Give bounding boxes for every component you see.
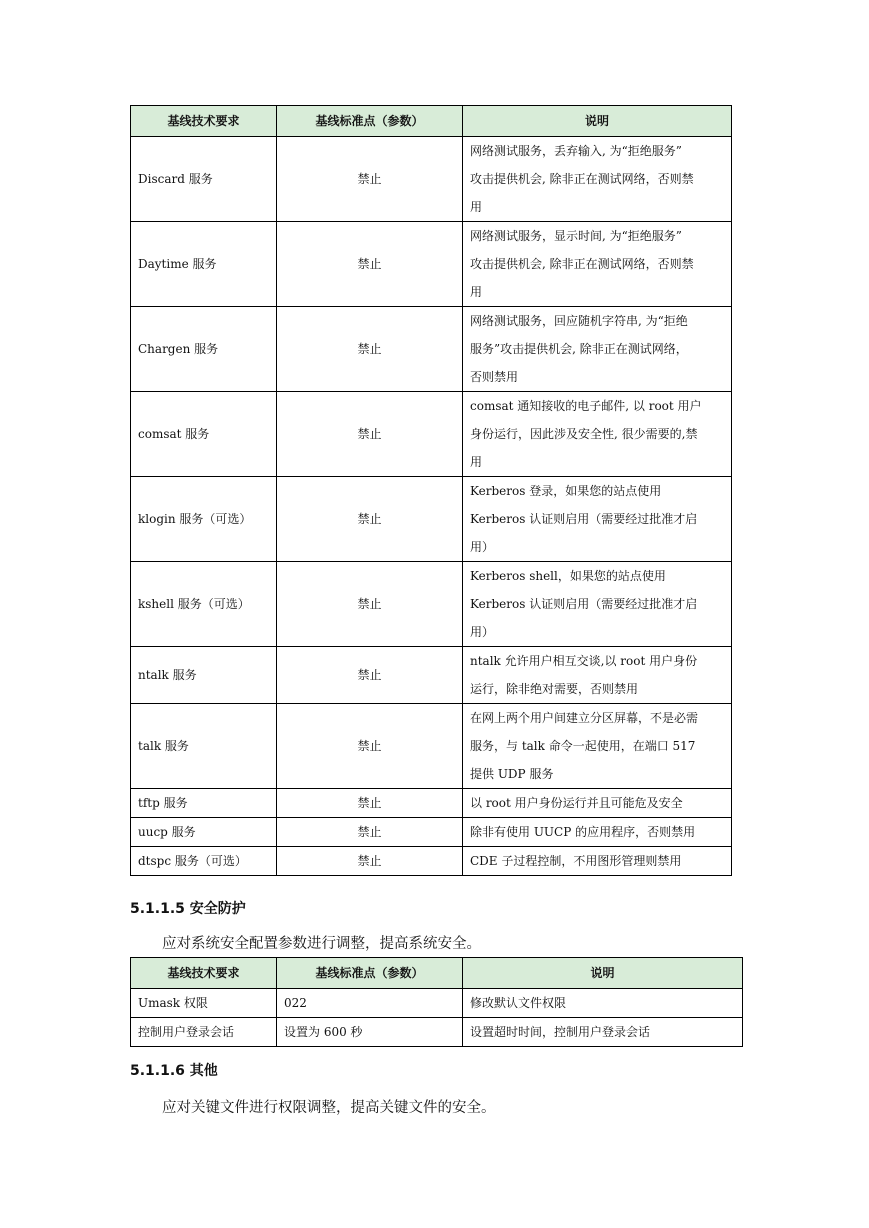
cell-requirement: Daytime 服务 xyxy=(131,222,277,307)
table-row xyxy=(131,847,732,876)
table-row xyxy=(131,562,732,647)
cell-requirement: Discard 服务 xyxy=(131,137,277,222)
description-line: Kerberos 登录，如果您的站点使用 xyxy=(470,484,662,498)
table-row xyxy=(131,477,732,562)
description-line: 攻击提供机会, 除非正在测试网络，否则禁 xyxy=(470,172,694,186)
header-requirement: 基线技术要求 xyxy=(131,958,277,989)
description-line: 服务，与 talk 命令一起使用，在端口 517 xyxy=(470,739,696,753)
cell-requirement: dtspc 服务（可选） xyxy=(131,847,277,876)
description-line: CDE 子过程控制，不用图形管理则禁用 xyxy=(470,854,682,868)
description-line: 网络测试服务，回应随机字符串, 为“拒绝 xyxy=(470,314,688,328)
cell-requirement: comsat 服务 xyxy=(131,392,277,477)
cell-description xyxy=(463,818,732,847)
header-standard: 基线标准点（参数） xyxy=(277,958,463,989)
description-line: 身份运行，因此涉及安全性, 很少需要的,禁 xyxy=(470,427,698,441)
cell-requirement: 控制用户登录会话 xyxy=(131,1018,277,1047)
cell-requirement: tftp 服务 xyxy=(131,789,277,818)
cell-standard: 禁止 xyxy=(277,222,463,307)
table-header-row xyxy=(131,958,743,989)
cell-standard: 禁止 xyxy=(277,789,463,818)
baseline-table-services xyxy=(130,105,732,876)
cell-description xyxy=(463,477,732,562)
cell-description xyxy=(463,392,732,477)
cell-description xyxy=(463,789,732,818)
cell-standard: 设置为 600 秒 xyxy=(277,1018,463,1047)
section-paragraph-5-1-1-5: 应对系统安全配置参数进行调整，提高系统安全。 xyxy=(162,936,481,952)
cell-description xyxy=(463,307,732,392)
description-line: 在网上两个用户间建立分区屏幕，不是必需 xyxy=(470,711,699,725)
cell-standard: 禁止 xyxy=(277,704,463,789)
cell-requirement: uucp 服务 xyxy=(131,818,277,847)
header-description: 说明 xyxy=(463,958,743,989)
description-line: Kerberos shell，如果您的站点使用 xyxy=(470,569,666,583)
description-line: 提供 UDP 服务 xyxy=(470,767,554,781)
cell-standard: 022 xyxy=(277,989,463,1018)
section-heading-5-1-1-5: 5.1.1.5 安全防护 xyxy=(130,901,246,917)
section-paragraph-5-1-1-6: 应对关键文件进行权限调整，提高关键文件的安全。 xyxy=(162,1100,496,1116)
cell-requirement: kshell 服务（可选） xyxy=(131,562,277,647)
cell-requirement: talk 服务 xyxy=(131,704,277,789)
table-row xyxy=(131,392,732,477)
table-row xyxy=(131,1018,743,1047)
description-line: 用） xyxy=(470,540,495,554)
description-line: ntalk 允许用户相互交谈,以 root 用户身份 xyxy=(470,654,698,668)
header-requirement: 基线技术要求 xyxy=(131,106,277,137)
description-line: 网络测试服务，丢弃输入, 为“拒绝服务” xyxy=(470,144,682,158)
description-line: Kerberos 认证则启用（需要经过批准才启 xyxy=(470,512,698,526)
table-row xyxy=(131,307,732,392)
cell-description xyxy=(463,562,732,647)
description-line: 用 xyxy=(470,455,483,469)
table-row xyxy=(131,704,732,789)
description-line: 运行，除非绝对需要，否则禁用 xyxy=(470,682,639,696)
description-line: 以 root 用户身份运行并且可能危及安全 xyxy=(470,796,683,810)
cell-standard: 禁止 xyxy=(277,647,463,704)
description-line: 用） xyxy=(470,625,495,639)
description-line: comsat 通知接收的电子邮件, 以 root 用户 xyxy=(470,399,702,413)
cell-requirement: Umask 权限 xyxy=(131,989,277,1018)
header-standard: 基线标准点（参数） xyxy=(277,106,463,137)
cell-standard: 禁止 xyxy=(277,307,463,392)
cell-standard: 禁止 xyxy=(277,847,463,876)
table-row xyxy=(131,222,732,307)
cell-requirement: ntalk 服务 xyxy=(131,647,277,704)
description-line: 否则禁用 xyxy=(470,370,519,384)
header-description: 说明 xyxy=(463,106,732,137)
cell-description xyxy=(463,137,732,222)
table-row xyxy=(131,647,732,704)
description-line: 用 xyxy=(470,200,483,214)
cell-description xyxy=(463,847,732,876)
section-heading-5-1-1-6: 5.1.1.6 其他 xyxy=(130,1063,218,1079)
baseline-table-security xyxy=(130,957,743,1047)
table-row xyxy=(131,137,732,222)
cell-description xyxy=(463,704,732,789)
cell-standard: 禁止 xyxy=(277,137,463,222)
description-line: 网络测试服务，显示时间, 为“拒绝服务” xyxy=(470,229,682,243)
description-line: Kerberos 认证则启用（需要经过批准才启 xyxy=(470,597,698,611)
cell-standard: 禁止 xyxy=(277,477,463,562)
description-line: 攻击提供机会, 除非正在测试网络，否则禁 xyxy=(470,257,694,271)
description-line: 服务”攻击提供机会, 除非正在测试网络， xyxy=(470,342,688,356)
cell-description: 设置超时时间，控制用户登录会话 xyxy=(463,1018,743,1047)
cell-standard: 禁止 xyxy=(277,562,463,647)
description-line: 用 xyxy=(470,285,483,299)
table-row xyxy=(131,789,732,818)
table-header-row xyxy=(131,106,732,137)
cell-standard: 禁止 xyxy=(277,392,463,477)
table-row xyxy=(131,989,743,1018)
cell-standard: 禁止 xyxy=(277,818,463,847)
cell-description xyxy=(463,647,732,704)
cell-description xyxy=(463,222,732,307)
cell-description: 修改默认文件权限 xyxy=(463,989,743,1018)
description-line: 除非有使用 UUCP 的应用程序，否则禁用 xyxy=(470,825,696,839)
cell-requirement: Chargen 服务 xyxy=(131,307,277,392)
cell-requirement: klogin 服务（可选） xyxy=(131,477,277,562)
table-row xyxy=(131,818,732,847)
